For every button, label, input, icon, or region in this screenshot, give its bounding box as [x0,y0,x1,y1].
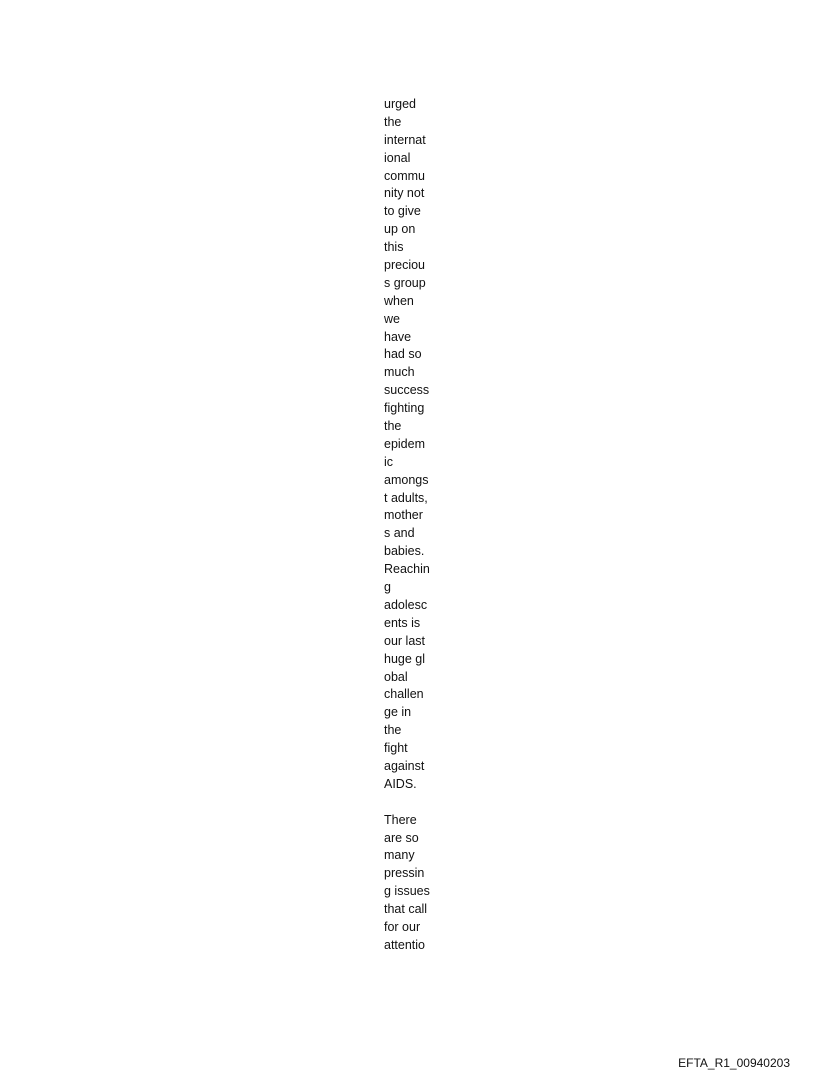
text-line: preciou [384,258,425,273]
text-line: babies. [384,544,425,559]
text-line: challen [384,687,424,702]
text-line: the [384,723,402,738]
text-line: the [384,114,402,129]
text-line: to give [384,204,421,219]
paragraph-1 [384,96,444,794]
paragraph-2 [384,812,444,955]
text-line: had so [384,347,422,362]
text-line: t adults, [384,490,428,505]
text-line: are so [384,830,419,845]
text-line: the [384,419,402,434]
text-line: for our [384,919,421,934]
text-line: Reachin [384,562,430,577]
text-line: fight [384,741,408,756]
text-line: huge gl [384,651,426,666]
text-line: success [384,383,430,398]
text-line: internat [384,132,426,147]
text-line: amongs [384,472,429,487]
text-line: epidem [384,436,425,451]
text-line: much [384,365,415,380]
text-line: adolesc [384,597,428,612]
text-line: against [384,758,425,773]
text-line: urged [384,97,416,111]
text-line: that call [384,902,428,917]
text-line: we [384,311,400,326]
text-line: g [384,580,391,595]
text-line: pressin [384,866,425,881]
text-line: ional [384,150,411,165]
text-line: ge in [384,705,412,720]
document-id-label: EFTA_R1_00940203 [678,1056,790,1070]
text-line: commu [384,168,425,183]
text-line: mother [384,508,423,523]
text-line: There [384,812,417,827]
text-line: up on [384,222,416,237]
text-column [384,96,444,955]
text-line: g issues [384,884,430,899]
text-line: ic [384,454,394,469]
text-line: s and [384,526,415,541]
text-line: fighting [384,401,425,416]
text-line: many [384,848,415,863]
text-line: AIDS. [384,776,417,791]
text-line: obal [384,669,408,684]
text-line: ents is [384,615,421,630]
text-line: have [384,329,412,344]
text-line: s group [384,275,426,290]
text-line: our last [384,633,425,648]
text-line: attentio [384,937,426,952]
text-line: this [384,240,404,255]
text-line: when [384,293,414,308]
text-line: nity not [384,186,425,201]
